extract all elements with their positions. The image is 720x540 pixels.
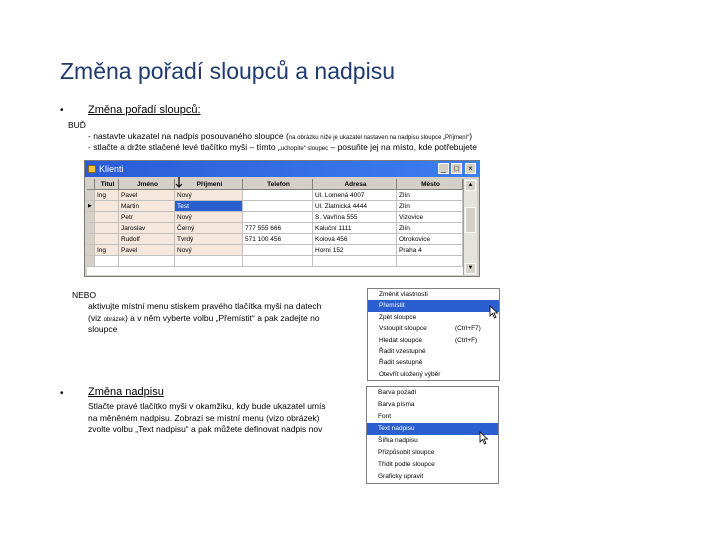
menu-columns-item[interactable]	[368, 289, 499, 300]
cell-mesto[interactable]: Zlín	[397, 223, 463, 234]
col-header-telefon[interactable]: Telefon	[243, 179, 313, 190]
cell-titul[interactable]	[95, 201, 119, 212]
section1-line2-text: - stlačte a držte stlačené levé tlačítko myši – tímto „	[88, 142, 281, 152]
menu-columns-item-label: Hledat sloupce	[379, 336, 422, 344]
menu-columns-item-label: Zpět sloupce	[379, 313, 417, 321]
col-header-titul[interactable]: Titul	[95, 179, 119, 190]
menu-header-item-label: Barva pozadí	[378, 389, 417, 396]
menu-columns-item-label: Změnit vlastnosti	[379, 291, 428, 298]
row-selector[interactable]	[87, 245, 95, 256]
menu-columns-item-label: Řadit sestupně	[379, 359, 423, 367]
cell-titul[interactable]	[95, 223, 119, 234]
cell-mesto[interactable]: Praha 4	[397, 245, 463, 256]
menu-columns-item[interactable]	[368, 335, 499, 346]
menu-columns-item[interactable]	[368, 312, 499, 323]
menu-header-item[interactable]	[367, 459, 498, 471]
cell-prijmeni[interactable]: Nový	[175, 212, 243, 223]
menu-header-item-label: Přizpůsobit sloupce	[378, 449, 435, 456]
cell-mesto[interactable]: Zlín	[397, 190, 463, 201]
vertical-scrollbar[interactable]	[463, 179, 477, 275]
nebo-line2-end: ) a v něm vyberte volbu „Přemístit“ a pak zadejte no	[124, 313, 320, 323]
bullet-1: •	[60, 105, 64, 116]
column-select-arrow-icon	[175, 176, 183, 188]
cell-prijmeni[interactable]: Nový	[175, 245, 243, 256]
menu-columns-item-label: Přemístit	[379, 302, 405, 310]
section2-line3: zvolte volbu „Text nadpisu“ a pak můžete definovat nadpis nov	[88, 424, 323, 434]
cell-jmeno[interactable]: Pavel	[119, 190, 175, 201]
cell-adresa[interactable]: S. Vavřína 555	[313, 212, 397, 223]
cell-titul[interactable]: Ing	[95, 245, 119, 256]
menu-columns-item-label: Otevřít uložený výběr	[379, 370, 441, 378]
section2-heading: Změna nadpisu	[88, 386, 164, 398]
table-row[interactable]	[87, 212, 463, 223]
table-row-empty	[87, 256, 463, 267]
bullet-2: •	[60, 388, 64, 399]
section1-line1-note: na obrázku níže je ukazatel nastaven na nadpisu sloupce „Příjmení“	[288, 135, 470, 141]
cell-telefon[interactable]: 571 100 456	[243, 234, 313, 245]
col-header-jmeno[interactable]: Jméno	[119, 179, 175, 190]
section2-line1: Stlačte pravé tlačítko myši v okamžiku, kdy bude ukazatel umís	[88, 401, 326, 411]
menu-columns-item-label: Vstoupit sloupce	[379, 325, 427, 333]
row-selector[interactable]	[87, 212, 95, 223]
nebo-line2-note: obrázek	[103, 317, 125, 323]
table-row[interactable]	[87, 234, 463, 245]
section1-line2-note: uchopíte“ sloupec	[280, 146, 329, 152]
klienti-window	[84, 160, 480, 277]
cell-mesto[interactable]: Vizovice	[397, 212, 463, 223]
row-selector[interactable]	[87, 223, 95, 234]
cell-empty[interactable]	[119, 256, 175, 267]
row-selector[interactable]: ▶	[87, 201, 95, 212]
mouse-pointer-icon	[489, 305, 499, 319]
menu-header-item-label: Barva písma	[378, 401, 415, 408]
menu-columns-item[interactable]	[368, 369, 499, 380]
cell-jmeno[interactable]: Martin	[119, 201, 175, 212]
cell-jmeno[interactable]: Petr	[119, 212, 175, 223]
menu-columns-item-shortcut: (Ctrl+F)	[455, 336, 478, 344]
row-selector[interactable]	[87, 256, 95, 267]
scroll-down-icon[interactable]: ▼	[465, 263, 476, 274]
cell-telefon[interactable]	[243, 201, 313, 212]
nebo-line2	[88, 313, 320, 326]
cell-jmeno[interactable]: Pavel	[119, 245, 175, 256]
table-row[interactable]	[87, 223, 463, 234]
cell-adresa[interactable]: Kolová 456	[313, 234, 397, 245]
row-selector-header	[87, 179, 95, 190]
cell-prijmeni[interactable]: Černý	[175, 223, 243, 234]
col-header-mesto[interactable]: Město	[397, 179, 463, 190]
cell-mesto[interactable]: Zlín	[397, 201, 463, 212]
table-row[interactable]	[87, 245, 463, 256]
cell-prijmeni[interactable]: Nový	[175, 190, 243, 201]
cell-empty[interactable]	[397, 256, 463, 267]
menu-columns-item[interactable]	[368, 357, 499, 368]
minimize-button[interactable]: _	[438, 163, 449, 174]
mouse-pointer-icon-2	[479, 431, 489, 445]
cell-prijmeni[interactable]: Tvrdý	[175, 234, 243, 245]
menu-header-item[interactable]	[367, 447, 498, 459]
cell-adresa[interactable]: Kaluční 1111	[313, 223, 397, 234]
menu-header-item-label: Text nadpisu	[378, 425, 415, 432]
cell-empty[interactable]	[243, 256, 313, 267]
menu-header-item-label: Graficky upravit	[378, 473, 424, 480]
cell-telefon[interactable]	[243, 190, 313, 201]
section1-line1-end: )	[469, 131, 473, 141]
menu-header-item[interactable]	[367, 399, 498, 411]
cell-telefon[interactable]	[243, 245, 313, 256]
cell-empty[interactable]	[95, 256, 119, 267]
menu-columns-item[interactable]	[368, 323, 499, 334]
menu-columns-item-shortcut: (Ctrl+F7)	[455, 325, 481, 333]
table-row[interactable]	[87, 190, 463, 201]
menu-header-item-label: Font	[378, 413, 392, 420]
cell-adresa[interactable]: Ul. Lomená 4007	[313, 190, 397, 201]
slide-title: Změna pořadí sloupců a nadpisu	[60, 58, 395, 84]
section1-line2	[88, 142, 477, 155]
nebo-line1: aktivujte místní menu stiskem pravého tlačítka myši na datech	[88, 301, 322, 311]
cell-empty[interactable]	[175, 256, 243, 267]
window-titlebar	[85, 161, 479, 177]
cell-adresa[interactable]: Ul. Zlatnická 4444	[313, 201, 397, 212]
cell-jmeno[interactable]: Jaroslav	[119, 223, 175, 234]
menu-columns-item[interactable]	[368, 300, 499, 311]
row-selector[interactable]	[87, 190, 95, 201]
maximize-button[interactable]: □	[451, 163, 462, 174]
menu-header-item[interactable]	[367, 471, 498, 483]
col-header-adresa[interactable]: Adresa	[313, 179, 397, 190]
cell-jmeno[interactable]: Rudolf	[119, 234, 175, 245]
context-menu-columns	[367, 288, 500, 381]
nebo-line2-text: (viz	[88, 313, 104, 323]
cell-empty[interactable]	[313, 256, 397, 267]
form-icon	[88, 165, 96, 173]
cell-mesto[interactable]: Otrokovice	[397, 234, 463, 245]
grid-header-row	[87, 179, 463, 190]
scroll-up-icon[interactable]: ▲	[465, 180, 476, 191]
cell-adresa[interactable]: Horní 152	[313, 245, 397, 256]
cell-titul[interactable]: Ing	[95, 190, 119, 201]
nebo-label: NEBO	[72, 290, 97, 300]
menu-columns-item-label: Řadit vzestupně	[379, 347, 426, 355]
menu-header-item[interactable]	[367, 411, 498, 423]
nebo-line3: sloupce	[88, 324, 118, 334]
row-selector[interactable]	[87, 234, 95, 245]
col-header-prijmeni[interactable]: Příjmení	[175, 179, 243, 190]
menu-columns-item[interactable]	[368, 346, 499, 357]
menu-header-item[interactable]	[367, 387, 498, 399]
table-row[interactable]	[87, 201, 463, 212]
cell-telefon[interactable]: 777 555 666	[243, 223, 313, 234]
section1-line2-end: – posuňte jej na místo, kde potřebujete	[328, 142, 477, 152]
scroll-thumb[interactable]	[465, 207, 476, 233]
data-grid[interactable]	[87, 179, 463, 275]
section2-line2: na měněném nadpisu. Zobrazí se místní menu (vizo obrázek)	[88, 413, 320, 423]
cell-telefon[interactable]	[243, 212, 313, 223]
cell-prijmeni[interactable]: Test	[175, 201, 243, 212]
window-title: Klienti	[99, 164, 124, 174]
close-button[interactable]: ×	[465, 163, 476, 174]
section1-line1-text: - nastavte ukazatel na nadpis posouvaného sloupce (	[88, 131, 289, 141]
bud-label: BUĎ	[68, 120, 86, 130]
cell-titul[interactable]	[95, 234, 119, 245]
menu-header-item-label: Šířka nadpisu	[378, 437, 418, 444]
section1-heading: Změna pořadí sloupců:	[88, 104, 201, 116]
menu-header-item-label: Třídit podle sloupce	[378, 461, 435, 468]
cell-titul[interactable]	[95, 212, 119, 223]
